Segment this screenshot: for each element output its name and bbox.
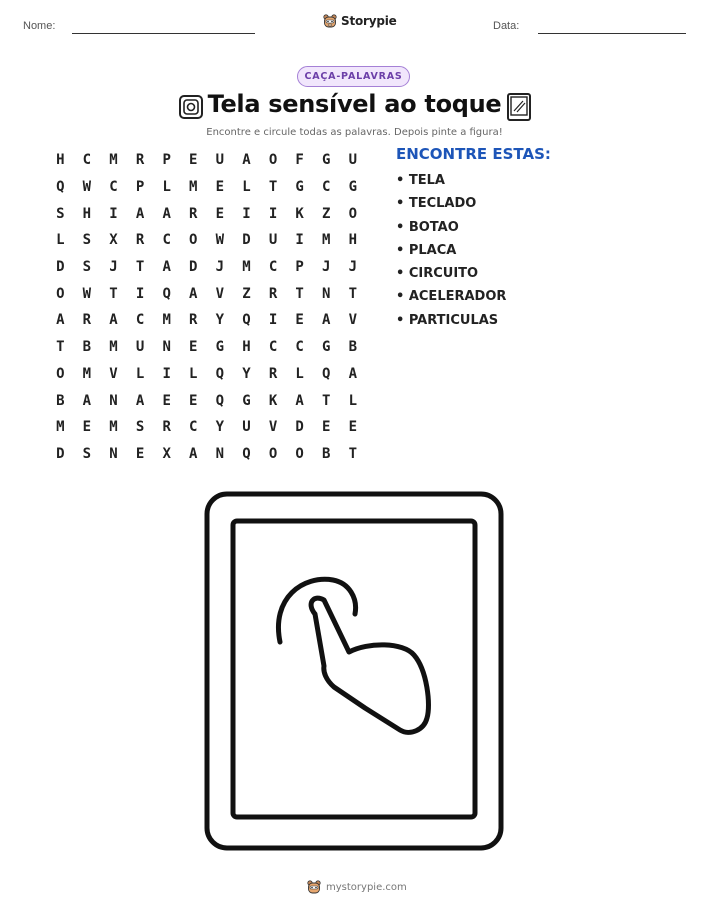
grid-cell[interactable]: W <box>82 285 92 302</box>
grid-cell[interactable]: H <box>82 205 92 222</box>
grid-cell[interactable]: J <box>109 259 118 276</box>
word-item: • PARTICULAS <box>396 312 499 328</box>
brand-name: Storypie <box>341 14 397 28</box>
grid-cell[interactable]: C <box>162 232 171 249</box>
grid-cell[interactable]: G <box>295 179 304 196</box>
grid-cell[interactable]: W <box>215 232 225 249</box>
word-search-grid[interactable] <box>47 147 366 467</box>
grid-row <box>47 200 366 227</box>
grid-cell[interactable]: M <box>82 365 92 382</box>
grid-cell[interactable]: O <box>348 205 358 222</box>
grid-cell[interactable]: L <box>348 392 358 409</box>
grid-cell[interactable]: D <box>189 259 198 276</box>
grid-cell[interactable]: A <box>162 205 171 222</box>
grid-cell[interactable]: B <box>348 339 358 356</box>
grid-cell[interactable]: I <box>242 205 251 222</box>
grid-cell[interactable]: Q <box>162 285 171 302</box>
grid-cell[interactable]: D <box>56 445 65 462</box>
grid-cell[interactable]: D <box>242 232 251 249</box>
grid-cell[interactable]: C <box>268 259 278 276</box>
grid-cell[interactable]: L <box>295 365 304 382</box>
grid-cell[interactable]: T <box>268 179 278 196</box>
storypie-mascot-icon <box>306 879 322 895</box>
grid-cell[interactable]: M <box>109 152 118 169</box>
grid-cell[interactable]: I <box>295 232 304 249</box>
instructions: Encontre e circule todas as palavras. Depois pinte a figura! <box>206 127 503 138</box>
touchscreen-tablet-drawing[interactable] <box>203 490 505 852</box>
grid-cell[interactable]: U <box>242 419 251 436</box>
grid-row <box>47 361 366 388</box>
grid-cell[interactable]: Y <box>215 419 225 436</box>
grid-cell[interactable]: X <box>162 445 171 462</box>
grid-cell[interactable]: C <box>82 152 92 169</box>
grid-cell[interactable]: L <box>135 365 145 382</box>
grid-cell[interactable]: S <box>82 259 92 276</box>
storypie-mascot-icon <box>322 13 338 29</box>
grid-cell[interactable]: U <box>348 152 358 169</box>
grid-cell[interactable]: A <box>189 285 198 302</box>
page-title: Tela sensível ao toque <box>207 90 502 118</box>
grid-cell[interactable]: T <box>109 285 118 302</box>
grid-cell[interactable]: S <box>82 232 92 249</box>
grid-cell[interactable]: C <box>268 339 278 356</box>
grid-row <box>47 414 366 441</box>
grid-row <box>47 254 366 281</box>
date-label: Data: <box>493 20 520 32</box>
grid-cell[interactable]: L <box>242 179 251 196</box>
word-item: • BOTAO <box>396 219 459 235</box>
grid-cell[interactable]: R <box>82 312 92 329</box>
grid-cell[interactable]: K <box>268 392 278 409</box>
grid-cell[interactable]: N <box>109 392 118 409</box>
grid-cell[interactable]: A <box>82 392 92 409</box>
grid-cell[interactable]: N <box>215 445 225 462</box>
grid-cell[interactable]: K <box>295 205 304 222</box>
grid-cell[interactable]: A <box>162 259 171 276</box>
grid-cell[interactable]: O <box>295 445 304 462</box>
grid-cell[interactable]: T <box>322 392 331 409</box>
grid-cell[interactable]: C <box>135 312 145 329</box>
brand-logo <box>322 13 397 29</box>
grid-cell[interactable]: Y <box>242 365 251 382</box>
grid-cell[interactable]: S <box>135 419 145 436</box>
grid-cell[interactable]: M <box>189 179 198 196</box>
grid-cell[interactable]: Y <box>215 312 225 329</box>
grid-cell[interactable]: A <box>322 312 331 329</box>
grid-cell[interactable]: Q <box>215 392 225 409</box>
grid-cell[interactable]: T <box>135 259 145 276</box>
footer <box>306 879 407 895</box>
grid-row <box>47 387 366 414</box>
grid-cell[interactable]: A <box>295 392 304 409</box>
grid-cell[interactable]: I <box>109 205 118 222</box>
grid-cell[interactable]: J <box>215 259 225 276</box>
grid-cell[interactable]: V <box>215 285 225 302</box>
grid-cell[interactable]: E <box>82 419 92 436</box>
grid-cell[interactable]: I <box>268 205 278 222</box>
footer-url: mystorypie.com <box>326 881 407 893</box>
name-line[interactable] <box>72 33 255 34</box>
grid-cell[interactable]: I <box>268 312 278 329</box>
grid-row <box>47 441 366 468</box>
grid-cell[interactable]: E <box>215 205 225 222</box>
grid-cell[interactable]: R <box>162 419 171 436</box>
grid-cell[interactable]: M <box>109 339 118 356</box>
grid-cell[interactable]: R <box>268 365 278 382</box>
grid-cell[interactable]: A <box>135 205 145 222</box>
grid-cell[interactable]: R <box>189 205 198 222</box>
grid-cell[interactable]: M <box>56 419 65 436</box>
grid-cell[interactable]: E <box>135 445 145 462</box>
grid-cell[interactable]: O <box>56 285 65 302</box>
grid-cell[interactable]: E <box>215 179 225 196</box>
grid-cell[interactable]: E <box>189 152 198 169</box>
grid-cell[interactable]: U <box>268 232 278 249</box>
grid-cell[interactable]: S <box>82 445 92 462</box>
grid-cell[interactable]: A <box>135 392 145 409</box>
grid-cell[interactable]: B <box>322 445 331 462</box>
grid-row <box>47 227 366 254</box>
grid-cell[interactable]: M <box>162 312 171 329</box>
grid-cell[interactable]: G <box>322 339 331 356</box>
grid-cell[interactable]: E <box>348 419 358 436</box>
grid-cell[interactable]: J <box>322 259 331 276</box>
grid-cell[interactable]: O <box>268 445 278 462</box>
grid-cell[interactable]: G <box>215 339 225 356</box>
grid-cell[interactable]: H <box>56 152 65 169</box>
grid-cell[interactable]: P <box>135 179 145 196</box>
grid-cell[interactable]: Q <box>242 312 251 329</box>
grid-row <box>47 334 366 361</box>
grid-row <box>47 147 366 174</box>
grid-cell[interactable]: L <box>56 232 65 249</box>
grid-cell[interactable]: U <box>135 339 145 356</box>
grid-row <box>47 307 366 334</box>
grid-cell[interactable]: Z <box>242 285 251 302</box>
word-item: • CIRCUITO <box>396 266 479 282</box>
grid-cell[interactable]: V <box>348 312 358 329</box>
grid-cell[interactable]: J <box>348 259 358 276</box>
grid-cell[interactable]: Z <box>322 205 331 222</box>
grid-cell[interactable]: R <box>189 312 198 329</box>
grid-cell[interactable]: R <box>268 285 278 302</box>
grid-cell[interactable]: T <box>348 445 358 462</box>
grid-cell[interactable]: M <box>322 232 331 249</box>
word-item: • ACELERADOR <box>396 289 507 305</box>
grid-cell[interactable]: E <box>322 419 331 436</box>
grid-row <box>47 174 366 201</box>
grid-cell[interactable]: D <box>295 419 304 436</box>
word-list <box>396 172 506 335</box>
grid-cell[interactable]: E <box>162 392 171 409</box>
grid-cell[interactable]: L <box>189 365 198 382</box>
grid-cell[interactable]: V <box>109 365 118 382</box>
grid-cell[interactable]: E <box>189 392 198 409</box>
grid-cell[interactable]: A <box>109 312 118 329</box>
grid-cell[interactable]: Q <box>322 365 331 382</box>
category-badge: CAÇA-PALAVRAS <box>297 66 410 87</box>
grid-cell[interactable]: V <box>268 419 278 436</box>
grid-cell[interactable]: F <box>295 152 304 169</box>
grid-cell[interactable]: R <box>135 232 145 249</box>
grid-cell[interactable]: C <box>295 339 304 356</box>
grid-cell[interactable]: S <box>56 205 65 222</box>
grid-cell[interactable]: C <box>189 419 198 436</box>
grid-cell[interactable]: N <box>109 445 118 462</box>
grid-cell[interactable]: G <box>242 392 251 409</box>
grid-cell[interactable]: O <box>56 365 65 382</box>
grid-cell[interactable]: Q <box>56 179 65 196</box>
grid-cell[interactable]: H <box>348 232 358 249</box>
grid-cell[interactable]: B <box>56 392 65 409</box>
grid-cell[interactable]: N <box>162 339 171 356</box>
grid-cell[interactable]: P <box>162 152 171 169</box>
name-label: Nome: <box>23 20 56 32</box>
grid-cell[interactable]: L <box>162 179 171 196</box>
word-item: • PLACA <box>396 242 457 258</box>
grid-cell[interactable]: B <box>82 339 92 356</box>
grid-cell[interactable]: R <box>135 152 145 169</box>
word-list-title: ENCONTRE ESTAS: <box>396 145 551 163</box>
grid-cell[interactable]: I <box>162 365 171 382</box>
grid-cell[interactable]: E <box>189 339 198 356</box>
grid-cell[interactable]: H <box>242 339 251 356</box>
grid-cell[interactable]: G <box>322 152 331 169</box>
grid-cell[interactable]: D <box>56 259 65 276</box>
grid-cell[interactable]: O <box>189 232 198 249</box>
grid-cell[interactable]: Q <box>242 445 251 462</box>
grid-cell[interactable]: M <box>242 259 251 276</box>
grid-cell[interactable]: X <box>109 232 118 249</box>
grid-cell[interactable]: W <box>82 179 92 196</box>
grid-cell[interactable]: T <box>56 339 65 356</box>
grid-cell[interactable]: T <box>348 285 358 302</box>
grid-cell[interactable]: G <box>348 179 358 196</box>
grid-cell[interactable]: P <box>295 259 304 276</box>
grid-cell[interactable]: E <box>295 312 304 329</box>
grid-cell[interactable]: M <box>109 419 118 436</box>
grid-cell[interactable]: U <box>215 152 225 169</box>
grid-cell[interactable]: O <box>268 152 278 169</box>
date-line[interactable] <box>538 33 686 34</box>
grid-cell[interactable]: Q <box>215 365 225 382</box>
grid-cell[interactable]: C <box>322 179 331 196</box>
grid-cell[interactable]: I <box>135 285 145 302</box>
grid-cell[interactable]: A <box>56 312 65 329</box>
grid-cell[interactable]: A <box>189 445 198 462</box>
grid-row <box>47 280 366 307</box>
grid-cell[interactable]: T <box>295 285 304 302</box>
grid-cell[interactable]: C <box>109 179 118 196</box>
tablet-icon <box>506 92 532 122</box>
grid-cell[interactable]: A <box>242 152 251 169</box>
word-item: • TECLADO <box>396 196 477 212</box>
grid-cell[interactable]: N <box>322 285 331 302</box>
word-item: • TELA <box>396 173 445 188</box>
grid-cell[interactable]: A <box>348 365 358 382</box>
